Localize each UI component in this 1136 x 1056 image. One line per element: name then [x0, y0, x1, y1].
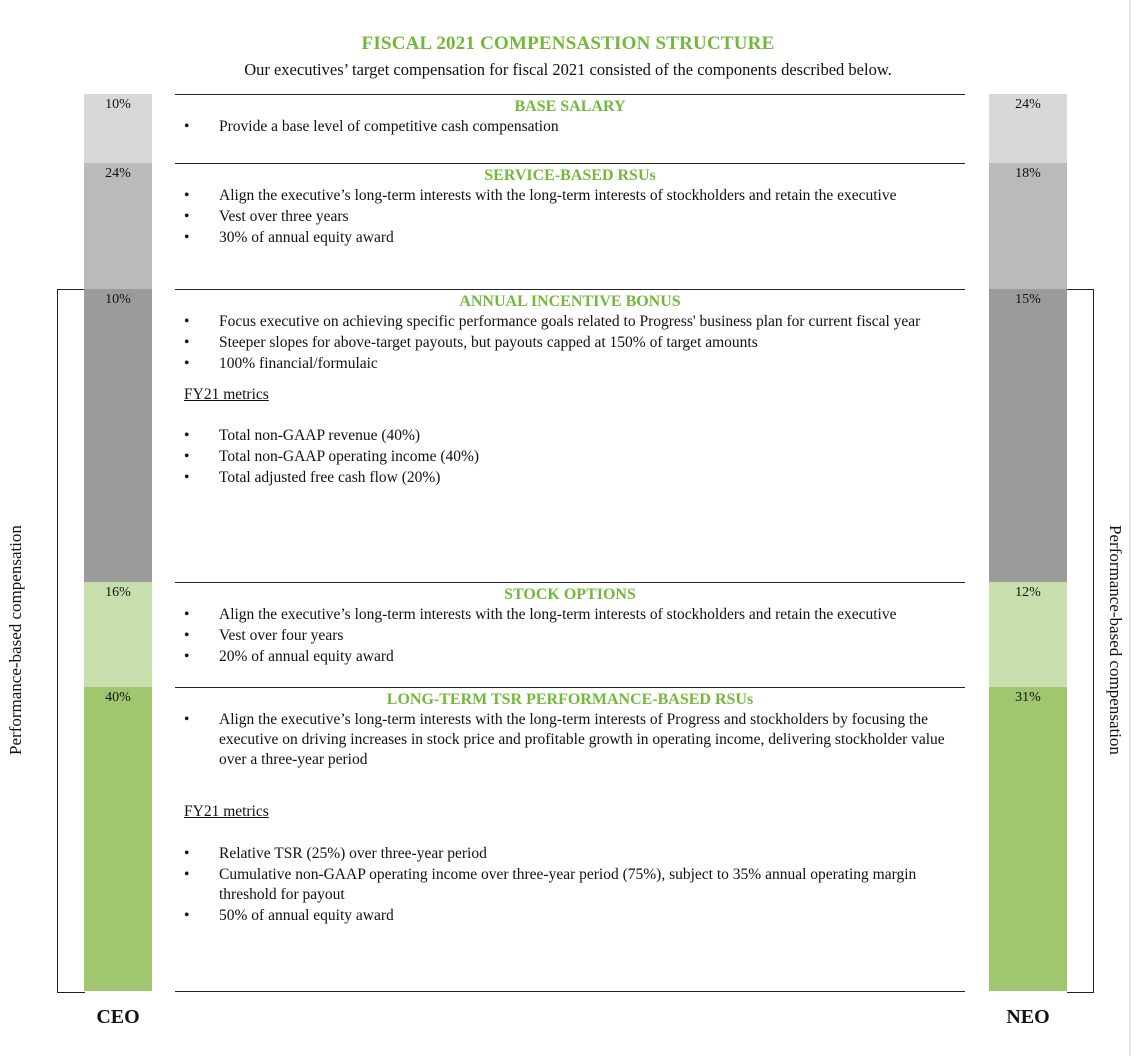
bullet-icon: • — [184, 866, 190, 883]
neo-bar-service-rsus — [989, 163, 1067, 289]
neo-bar-base-salary — [989, 94, 1067, 163]
bullet-icon: • — [184, 711, 190, 728]
bullet-text: Focus executive on achieving specific performance goals related to Progress' business plan for current fiscal year — [219, 313, 921, 330]
ceo-bar-tsr-rsus — [84, 687, 152, 991]
list-item — [175, 117, 965, 137]
bullet-text: 20% of annual equity award — [219, 648, 394, 665]
section-divider — [175, 94, 965, 95]
bullet-text: Align the executive’s long-term interests with the long-term interests of stockholders and retain the executive — [219, 606, 897, 623]
neo-stock-options-pct: 12% — [1015, 585, 1041, 600]
ceo-tsr-rsus-pct: 40% — [105, 690, 131, 705]
list-item — [175, 228, 965, 248]
bullet-text: Relative TSR (25%) over three-year period — [219, 845, 487, 862]
metrics-label: FY21 metrics — [184, 803, 269, 820]
ceo-stock-options-pct: 16% — [105, 585, 131, 600]
bullet-icon: • — [184, 427, 190, 444]
section-annual-bonus — [175, 291, 965, 489]
bullet-text: Align the executive’s long-term interests with the long-term interests of Progress and stockholders by focusing the executive on driving increases in stock price and profitable growth in operating income, delivering stockholder value over a three-year period — [219, 711, 945, 768]
bullet-icon: • — [184, 313, 190, 330]
ceo-base-salary-pct: 10% — [105, 97, 131, 112]
neo-tsr-rsus-pct: 31% — [1015, 690, 1041, 705]
bullet-text: Vest over three years — [219, 208, 349, 225]
neo-base-salary-pct: 24% — [1015, 97, 1041, 112]
bullet-icon: • — [184, 187, 190, 204]
ceo-bar-stock-options — [84, 582, 152, 687]
neo-bar-tsr-rsus — [989, 687, 1067, 991]
bullet-icon: • — [184, 845, 190, 862]
ceo-performance-bracket — [57, 289, 85, 993]
bullet-text: Align the executive’s long-term interests with the long-term interests of stockholders and retain the executive — [219, 187, 897, 204]
ceo-service-rsus-pct: 24% — [105, 166, 131, 181]
list-item — [175, 605, 965, 625]
bullet-icon: • — [184, 208, 190, 225]
bullet-text: 30% of annual equity award — [219, 229, 394, 246]
bullet-icon: • — [184, 448, 190, 465]
list-item — [175, 647, 965, 667]
bullet-text: Provide a base level of competitive cash compensation — [219, 118, 559, 135]
page-edge — [1129, 0, 1131, 1056]
neo-performance-label: Performance-based compensation — [1106, 525, 1125, 755]
bullet-text: Total adjusted free cash flow (20%) — [219, 469, 441, 486]
bullet-text: Total non-GAAP revenue (40%) — [219, 427, 421, 444]
page-subtitle: Our executives’ target compensation for fiscal 2021 consisted of the components described below. — [244, 60, 892, 79]
section-tsr-rsus — [175, 689, 965, 927]
neo-bar-stock-options — [989, 582, 1067, 687]
list-item — [175, 354, 965, 374]
neo-service-rsus-pct: 18% — [1015, 166, 1041, 181]
bullet-text: 50% of annual equity award — [219, 907, 394, 924]
page-title: FISCAL 2021 COMPENSASTION STRUCTURE — [361, 33, 775, 54]
section-heading: LONG-TERM TSR PERFORMANCE-BASED RSUs — [386, 691, 754, 708]
list-item — [175, 626, 965, 646]
list-item — [175, 186, 965, 206]
section-divider — [175, 582, 965, 583]
list-item — [175, 207, 965, 227]
ceo-performance-label: Performance-based compensation — [6, 525, 25, 755]
section-heading: BASE SALARY — [514, 98, 626, 115]
section-base-salary — [175, 96, 965, 138]
list-item — [175, 426, 965, 446]
neo-column-label: NEO — [1006, 1006, 1050, 1028]
bullet-icon: • — [184, 469, 190, 486]
neo-bar-annual-bonus — [989, 289, 1067, 582]
ceo-bar-annual-bonus — [84, 289, 152, 582]
bullet-icon: • — [184, 627, 190, 644]
section-divider — [175, 163, 965, 164]
bullet-text: Steeper slopes for above-target payouts, but payouts capped at 150% of target amounts — [219, 334, 758, 351]
bullet-text: Vest over four years — [219, 627, 344, 644]
section-heading: STOCK OPTIONS — [504, 586, 636, 603]
neo-performance-bracket — [1067, 289, 1094, 993]
bullet-icon: • — [184, 334, 190, 351]
section-heading: ANNUAL INCENTIVE BONUS — [459, 293, 681, 310]
bullet-text: 100% financial/formulaic — [219, 355, 378, 372]
metrics-label: FY21 metrics — [184, 386, 269, 403]
bullet-icon: • — [184, 606, 190, 623]
bullet-text: Cumulative non-GAAP operating income over three-year period (75%), subject to 35% annual operating margin threshold for payout — [219, 866, 917, 903]
bullet-text: Total non-GAAP operating income (40%) — [219, 448, 480, 465]
section-stock-options — [175, 584, 965, 668]
list-item — [175, 333, 965, 353]
list-item — [175, 710, 965, 770]
ceo-column-label: CEO — [96, 1006, 140, 1028]
list-item — [175, 312, 965, 332]
list-item — [175, 468, 965, 488]
ceo-annual-bonus-pct: 10% — [105, 292, 131, 307]
bullet-icon: • — [184, 907, 190, 924]
ceo-bar-service-rsus — [84, 163, 152, 289]
bullet-icon: • — [184, 355, 190, 372]
ceo-bar-base-salary — [84, 94, 152, 163]
list-item — [175, 844, 965, 864]
section-service-rsus — [175, 165, 965, 249]
section-heading: SERVICE-BASED RSUs — [484, 167, 656, 184]
section-divider — [175, 991, 965, 992]
list-item — [175, 865, 965, 905]
bullet-icon: • — [184, 229, 190, 246]
section-divider — [175, 687, 965, 688]
section-divider — [175, 289, 965, 290]
bullet-icon: • — [184, 118, 190, 135]
neo-annual-bonus-pct: 15% — [1015, 292, 1041, 307]
list-item — [175, 447, 965, 467]
list-item — [175, 906, 965, 926]
bullet-icon: • — [184, 648, 190, 665]
